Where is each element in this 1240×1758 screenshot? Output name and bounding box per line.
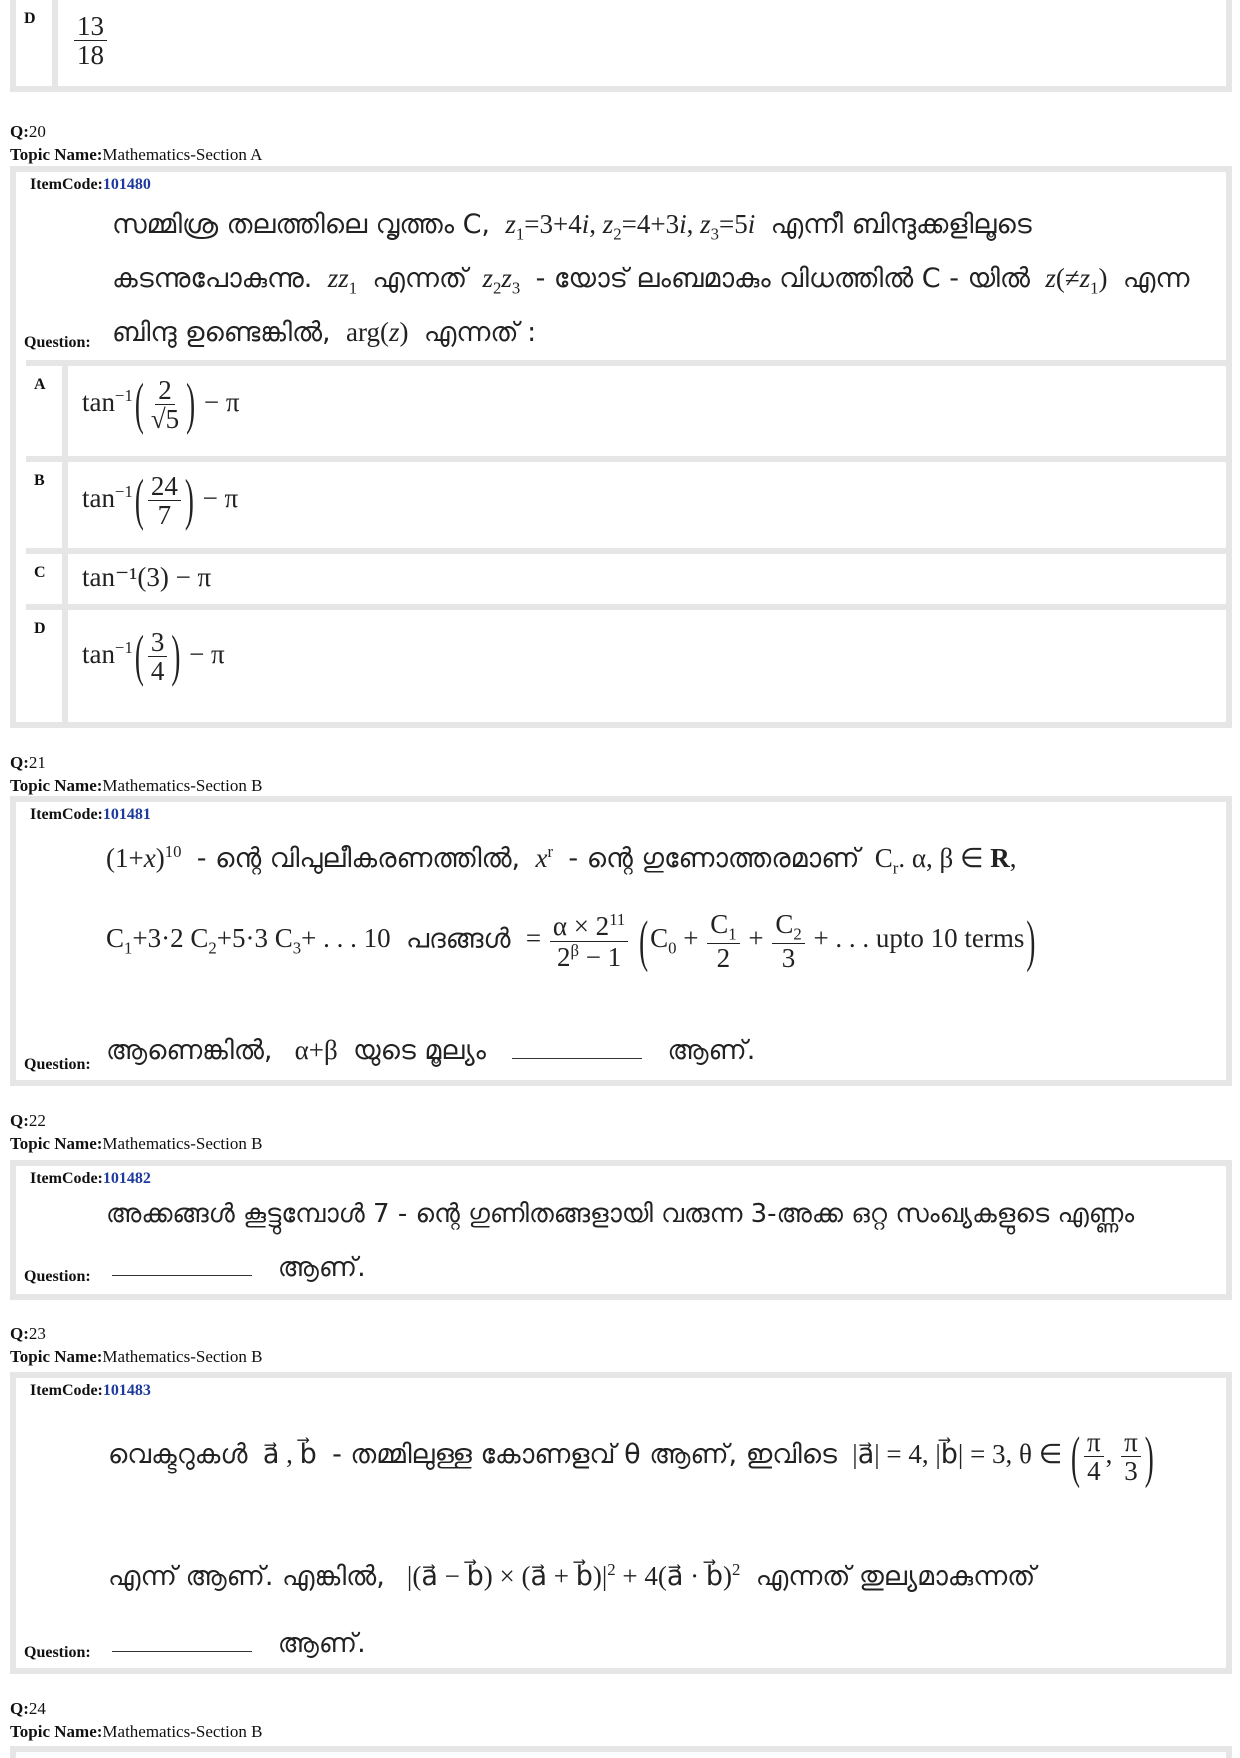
q20-card bbox=[10, 166, 1232, 728]
q24-card-top bbox=[10, 1746, 1232, 1758]
option-divider bbox=[52, 0, 58, 86]
q20-header: Q:20 Topic Name:Mathematics-Section A bbox=[10, 122, 263, 164]
option-body: $\tan^{-1}$( $\frac{3}{4}$ ) − π bbox=[62, 610, 225, 728]
q21-header: Q:21 Topic Name:Mathematics-Section B bbox=[10, 753, 263, 795]
question-line: ആണെങ്കിൽ, α+β യുടെ മൂല്യം ആണ്. bbox=[106, 1035, 756, 1066]
q23-header: Q:23 Topic Name:Mathematics-Section B bbox=[10, 1324, 263, 1366]
question-label: Question: bbox=[24, 1268, 91, 1285]
item-code: ItemCode:101481 bbox=[30, 806, 151, 823]
question-line: ആണ്. bbox=[112, 1626, 366, 1662]
question-line: അക്കങ്ങൾ കൂട്ടുമ്പോൾ 7 - ന്റെ ഗുണിതങ്ങളായി വരുന്ന 3-അക്ക ഒറ്റ സംഖ്യകളുടെ എണ്ണം bbox=[106, 1199, 1135, 1229]
item-code: ItemCode:101480 bbox=[30, 176, 151, 193]
option-body: $\tan^{-1}$( $\frac{2}{√5}$ ) − π bbox=[62, 366, 240, 462]
option-body: $\tan^{-1}$( $\frac{24}{7}$ ) − π bbox=[62, 462, 238, 554]
q22-card bbox=[10, 1160, 1232, 1300]
option-label: D bbox=[24, 10, 36, 27]
item-code: ItemCode:101482 bbox=[30, 1170, 151, 1187]
answer-blank bbox=[512, 1058, 642, 1059]
question-line: സമ്മിശ്ര തലത്തിലെ വൃത്തം C, $z_1=3+4i$, $z_2=4+3i$, $z_3=5i$ എന്നീ ബിന്ദുക്കളിലൂടെ bbox=[112, 209, 1032, 244]
question-line: $C_1+3\cdot 2$ $C_2+5\cdot 3$ $C_3+$ . . . 10 പദങ്ങൾ = $\frac{\alpha \times 2^{11}}{2^\beta - 1}$ ($C_0$ + $\frac{C_1}{2}$ + $\frac{C_2}{3}$ + . . . upto 10 terms) bbox=[106, 909, 1036, 973]
option-label: D bbox=[34, 620, 46, 637]
question-line: ആണ്. bbox=[112, 1250, 366, 1286]
question-label: Question: bbox=[24, 1644, 91, 1661]
question-line: കടന്നുപോകുന്നു. $zz_1$ എന്നത് $z_2z_3$ - യോട് ലംബമാകും വിധത്തിൽ C - യിൽ $z(\ne z_1)$ എന്ന bbox=[112, 263, 1190, 298]
option-a[interactable] bbox=[26, 360, 1226, 462]
answer-blank bbox=[112, 1651, 252, 1652]
question-label: Question: bbox=[24, 334, 91, 351]
q23-card bbox=[10, 1372, 1232, 1674]
option-c[interactable] bbox=[26, 548, 1226, 610]
q22-header: Q:22 Topic Name:Mathematics-Section B bbox=[10, 1111, 263, 1153]
answer-blank bbox=[112, 1275, 252, 1276]
q24-header: Q:24 Topic Name:Mathematics-Section B bbox=[10, 1699, 263, 1741]
question-line: എന്ന് ആണ്. എങ്കിൽ, |(a⃗ − b⃗) × (a⃗ + $b⃗)|^2$ + 4(a⃗ · b⃗)$^2$ എന്നത് തുല്യമാകുന്നത് bbox=[108, 1560, 1036, 1592]
option-d-fraction: $\frac{13}{18}$ bbox=[72, 12, 109, 70]
option-d[interactable] bbox=[26, 604, 1226, 728]
option-label: B bbox=[34, 472, 45, 489]
q21-card bbox=[10, 796, 1232, 1086]
question-line: $(1+x)^{10}$ - ന്റെ വിപുലീകരണത്തിൽ, $x^r$ - ന്റെ ഗുണോത്തരമാണ് $C_r$. α, β ∈ R, bbox=[106, 842, 1017, 878]
option-label: C bbox=[34, 564, 46, 581]
question-line: വെക്ടറുകൾ a⃗ , b⃗ - തമ്മിലുള്ള കോണളവ് θ ആണ്, ഇവിടെ |a⃗| = 4, |b⃗| = 3, θ ∈ ( $\frac{\pi}{4}$ , $\frac{\pi}{3}$ ) bbox=[108, 1425, 1154, 1489]
question-label: Question: bbox=[24, 1056, 91, 1073]
option-b[interactable] bbox=[26, 456, 1226, 554]
option-body: tan⁻¹(3) − π bbox=[62, 554, 211, 610]
prev-option-card bbox=[10, 0, 1232, 92]
item-code: ItemCode:101483 bbox=[30, 1382, 151, 1399]
question-line: ബിന്ദു ഉണ്ടെങ്കിൽ, arg(z) എന്നത് : bbox=[112, 317, 537, 348]
option-label: A bbox=[34, 376, 46, 393]
